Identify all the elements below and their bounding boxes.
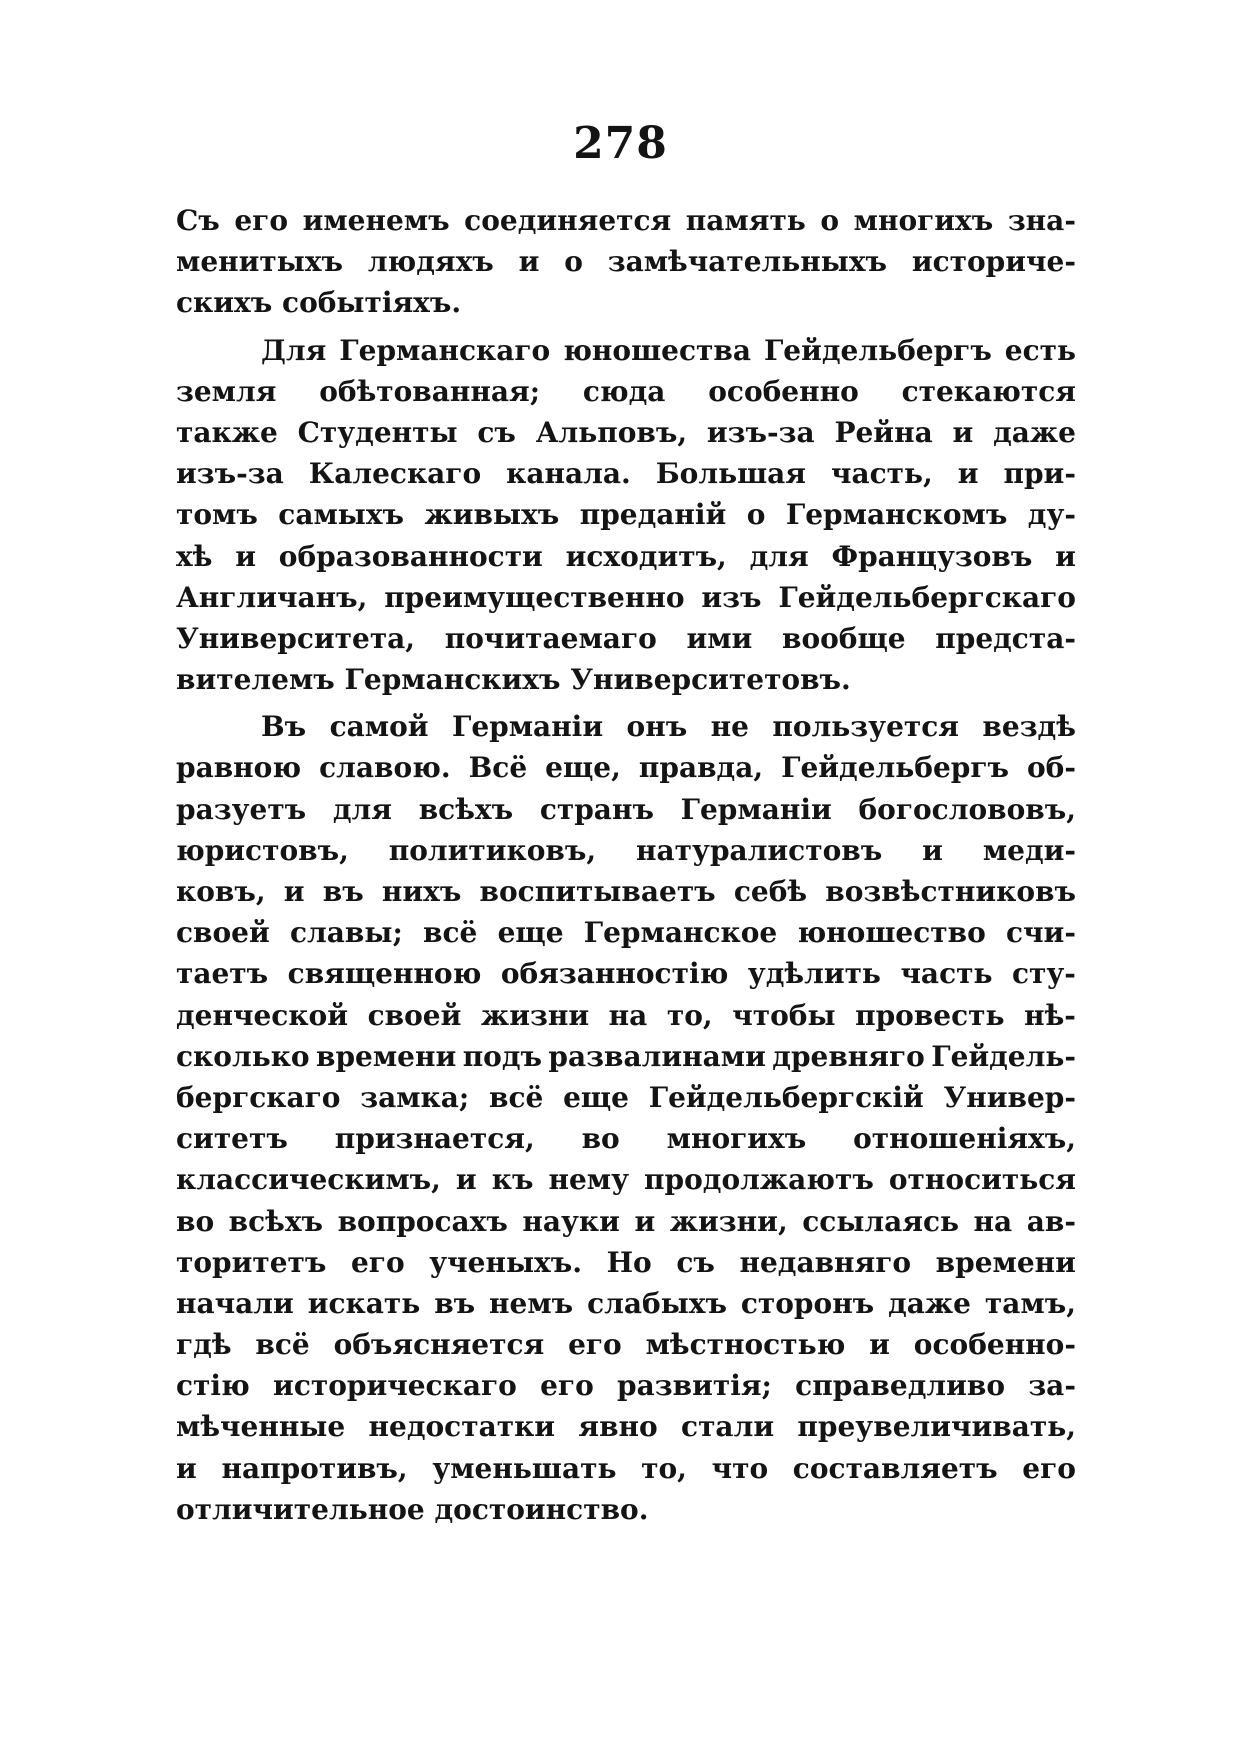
- text-line: скихъ событіяхъ.: [176, 286, 462, 320]
- text-line: Съ его именемъ соединяется память о многихъ зна-: [176, 204, 1076, 237]
- paragraph: [176, 200, 1076, 324]
- text-line: хѣ и образованности исходитъ, для Французовъ и: [176, 539, 1076, 573]
- text-line: торитетъ его ученыхъ. Но съ недавняго времени: [176, 1245, 1076, 1279]
- text-line: своей славы; всё еще Германское юношество счи-: [176, 916, 1076, 950]
- text-line: отличительное достоинство.: [176, 1492, 649, 1526]
- text-line: мѣченные недостатки явно стали преувеличивать,: [176, 1410, 1076, 1444]
- text-line: Университета, почитаемаго ими вообще предста-: [176, 621, 1076, 655]
- text-line: Въ самой Германіи онъ не пользуется вездѣ: [261, 710, 1076, 744]
- text-line: земля обѣтованная; сюда особенно стекаются: [176, 374, 1076, 408]
- text-line: менитыхъ людяхъ и о замѣчательныхъ историче-: [176, 245, 1076, 279]
- text-line: Для Германскаго юношества Гейдельбергъ есть: [261, 333, 1076, 367]
- text-line: разуетъ для всѣхъ странъ Германіи богослововъ,: [176, 792, 1076, 826]
- text-line: сколько времени подъ развалинами древняго Гейдель-: [176, 1039, 1076, 1073]
- text-line: вителемъ Германскихъ Университетовъ.: [176, 663, 851, 697]
- text-line: во всѣхъ вопросахъ науки и жизни, ссылаясь на ав-: [176, 1204, 1076, 1238]
- text-line: гдѣ всё объясняется его мѣстностью и особенно-: [176, 1328, 1076, 1362]
- text-line: таетъ священною обязанностію удѣлить часть сту-: [176, 957, 1076, 991]
- text-line: денческой своей жизни на то, чтобы провесть нѣ-: [176, 998, 1076, 1032]
- text-line: и напротивъ, уменьшать то, что составляетъ его: [176, 1451, 1076, 1485]
- text-line: равною славою. Всё еще, правда, Гейдельбергъ об-: [176, 751, 1076, 785]
- page-number: 278: [573, 118, 668, 169]
- text-line: изъ-за Калескаго канала. Большая часть, и при-: [176, 457, 1076, 491]
- text-line: стію историческаго его развитія; справедливо за-: [176, 1369, 1076, 1403]
- paragraph: [176, 706, 1076, 1530]
- text-line: Англичанъ, преимущественно изъ Гейдельбергскаго: [176, 580, 1076, 614]
- text-line: классическимъ, и къ нему продолжаютъ относиться: [176, 1163, 1076, 1197]
- text-line: юристовъ, политиковъ, натуралистовъ и меди-: [176, 833, 1076, 867]
- text-line: томъ самыхъ живыхъ преданій о Германскомъ ду-: [176, 498, 1076, 532]
- text-line: также Студенты съ Альповъ, изъ-за Рейна и даже: [176, 415, 1076, 449]
- paragraph: [176, 330, 1076, 701]
- text-line: ковъ, и въ нихъ воспитываетъ себѣ возвѣстниковъ: [176, 875, 1076, 908]
- text-line: ситетъ признается, во многихъ отношеніяхъ,: [176, 1122, 1076, 1156]
- text-line: начали искать въ немъ слабыхъ сторонъ даже тамъ,: [176, 1286, 1076, 1320]
- page-text: [176, 200, 1076, 1530]
- text-line: бергскаго замка; всё еще Гейдельбергскій Универ-: [176, 1080, 1076, 1114]
